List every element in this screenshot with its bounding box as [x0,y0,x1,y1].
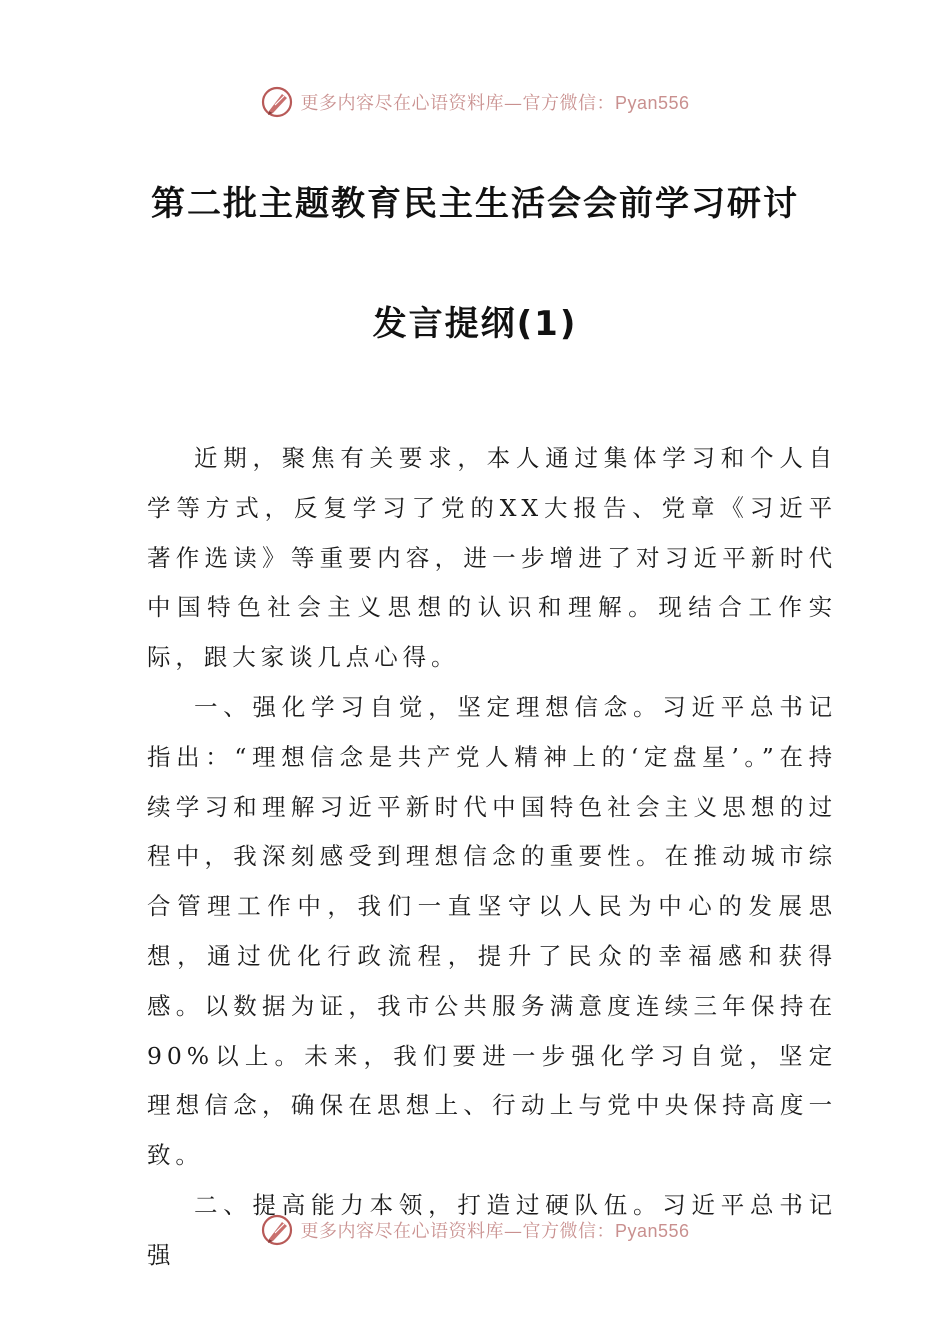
pen-nib-logo-icon [260,1213,294,1247]
watermark-footer [0,1210,950,1250]
watermark-wechat-id: Pyan556 [614,93,690,113]
watermark-header [0,82,950,122]
watermark-text [300,89,689,115]
pen-nib-logo-icon [260,85,294,119]
paragraph-section-2: 二、提高能力本领，打造过硬队伍。习近平总书记强 [147,1190,837,1269]
paragraph-intro: 近期，聚焦有关要求，本人通过集体学习和个人自学等方式，反复学习了党的XX大报告、党章《习近平著作选读》等重要内容，进一步增进了对习近平新时代中国特色社会主义思想的认识和理解。现结合工作实际，跟大家谈几点心得。 [147,444,837,672]
document-title-line-2: 发言提纲(1) [372,304,578,344]
watermark-slogan: 更多内容尽在心语资料库—官方微信： [300,93,615,114]
document-title-line-1: 第二批主题教育民主生活会会前学习研讨 [151,184,799,224]
document-body [147,434,837,1281]
watermark-text [300,1217,689,1243]
paragraph-section-1: 一、强化学习自觉，坚定理想信念。习近平总书记指出：“理想信念是共产党人精神上的‘定盘星’。”在持续学习和理解习近平新时代中国特色社会主义思想的过程中，我深刻感受到理想信念的重要性。在推动城市综合管理工作中，我们一直坚守以人民为中心的发展思想，通过优化行政流程，提升了民众的幸福感和获得感。以数据为证，我市公共服务满意度连续三年保持在90%以上。未来，我们要进一步强化学习自觉，坚定理想信念，确保在思想上、行动上与党中央保持高度一致。 [147,692,837,1170]
watermark-slogan: 更多内容尽在心语资料库—官方微信： [300,1221,615,1242]
watermark-wechat-id: Pyan556 [614,1221,690,1241]
